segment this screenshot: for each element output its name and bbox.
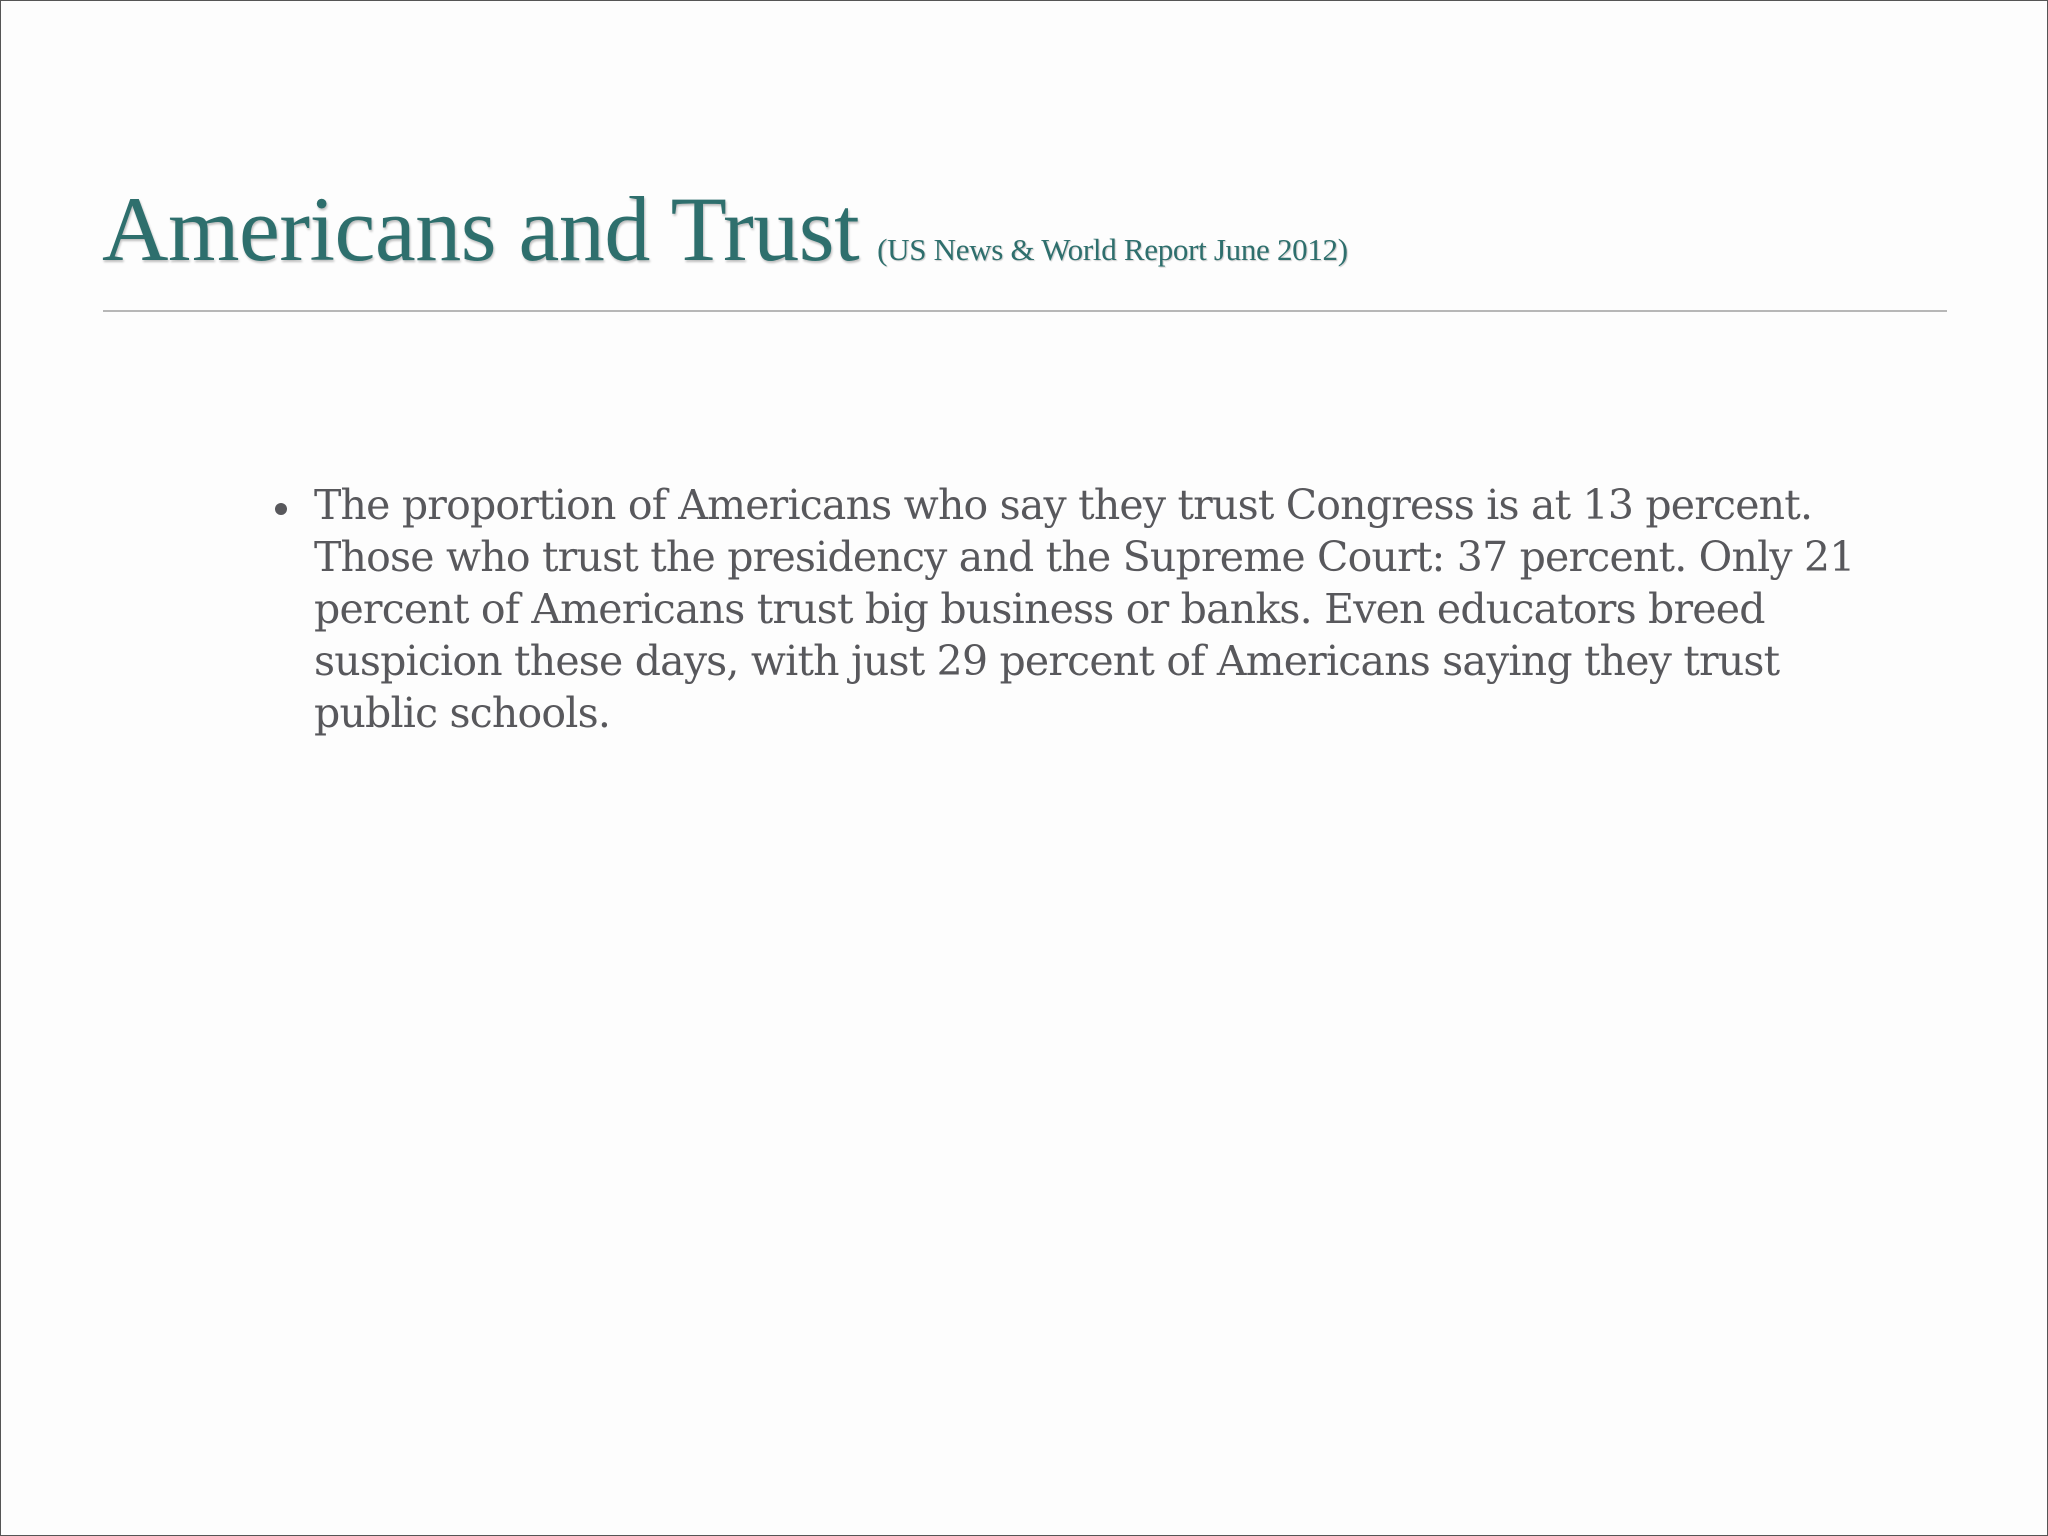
- bullet-text: The proportion of Americans who say they trust Congress is at 13 percent. Those who trust the presidency and the Supreme Court: 37 percent. Only 21 percent of Americans trust big business or banks. Even educators breed suspicion these days, with just 29 percent of Americans saying they trust public schools.: [314, 481, 1855, 737]
- bullet-item: [269, 479, 1869, 739]
- title-row: [102, 179, 1952, 279]
- slide-subtitle: (US News & World Report June 2012): [877, 232, 1348, 267]
- title-divider: [103, 310, 1947, 312]
- bullet-list: [269, 479, 1869, 739]
- slide-title: Americans and Trust: [102, 178, 860, 280]
- bullet-dot-icon: [275, 503, 287, 515]
